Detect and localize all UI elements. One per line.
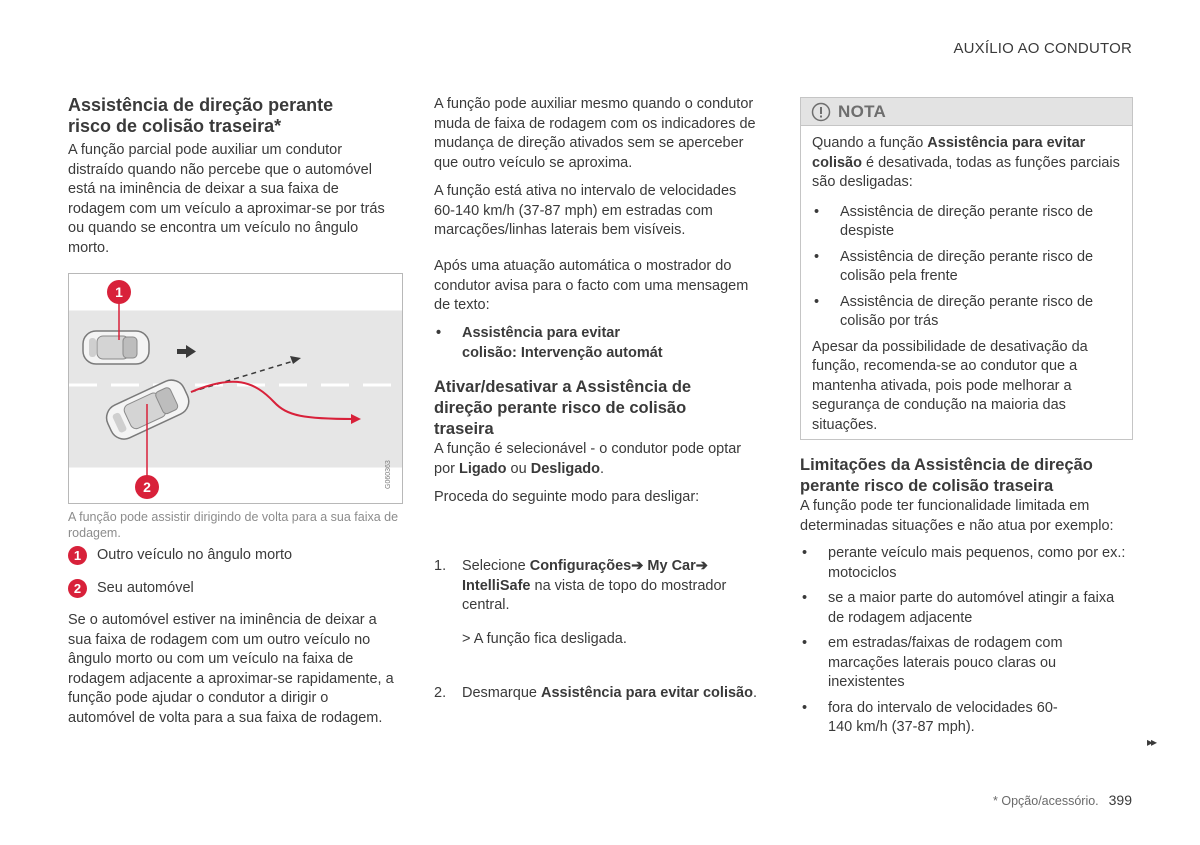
menu-path-intellisafe: IntelliSafe (462, 577, 531, 594)
lane-assist-illustration (68, 273, 403, 504)
note-header (801, 98, 1132, 126)
figure-code: G060363 (385, 460, 392, 489)
limitation-item: • fora do intervalo de velocidades 60-140 km/h (37-87 mph). (800, 699, 1078, 738)
legend-item-2 (68, 579, 402, 598)
heading-activate-deactivate: Ativar/desativar a Assistência de direção perante risco de colisão traseira (434, 378, 692, 438)
paragraph-lane-change: A função pode auxiliar mesmo quando o condutor muda de faixa de rodagem com os indicadores de mudança de direção ativados sem se aperceber que outro veículo se aproxima. (434, 96, 756, 171)
message-text (434, 324, 762, 363)
paragraph-blind-spot: Se o automóvel estiver na iminência de deixar a sua faixa de rodagem com um outro veículo no ângulo morto ou com um veículo na faixa de rodagem adjacente a aproximar-se rapidamente, a função pode ajudar o condutor a dirigir o automóvel de volta para a sua faixa de rodagem. (68, 612, 394, 726)
legend-badge-1: 1 (68, 546, 87, 565)
info-icon (811, 102, 831, 122)
menu-path-configuracoes: Configurações (529, 558, 632, 574)
footnote: * Opção/acessório. (993, 794, 1099, 808)
note-function-name: Assistência para evitar colisão (812, 135, 1086, 171)
paragraph-procedure: Proceda do seguinte modo para desligar: (434, 489, 700, 505)
limitation-item: • em estradas/faixas de rodagem com marcações laterais pouco claras ou inexistentes (800, 634, 1128, 693)
section-title: Assistência de direção perante risco de colisão traseira* (68, 95, 334, 136)
page-number: 399 (1108, 792, 1132, 808)
svg-text:1: 1 (115, 284, 123, 300)
legend-badge-2: 2 (68, 579, 87, 598)
section-header: AUXÍLIO AO CONDUTOR (953, 40, 1132, 57)
note-bullet-2: • Assistência de direção perante risco de colisão pela frente (812, 248, 1120, 287)
legend-item-1 (68, 546, 402, 565)
legend-text-1: Outro veículo no ângulo morto (97, 547, 293, 563)
limitation-item: • se a maior parte do automóvel atingir a faixa de rodagem adjacente (800, 589, 1128, 628)
step-2: 2. Desmarque Assistência para evitar colisão. (434, 684, 757, 701)
svg-text:2: 2 (143, 479, 151, 495)
result-marker: > (462, 631, 471, 647)
note-paragraph-2: Apesar da possibilidade de desativação da função, recomenda-se ao condutor que a mantenha ativada, pois pode melhorar a segurança de condução na maioria das situações. (812, 338, 1088, 433)
note-bullet-1: • Assistência de direção perante risco de despiste (812, 203, 1120, 242)
note-title: NOTA (838, 101, 887, 121)
continued-arrows-icon: ▸▸ (1147, 735, 1156, 749)
note-paragraph-1: Quando a função Assistência para evitar colisão é desativada, todas as funções parciais são desligadas: (812, 135, 1120, 190)
arrow-right-icon: ➔ (695, 558, 708, 574)
paragraph-limitations: A função pode ter funcionalidade limitada em determinadas situações e não atua por exemplo: (800, 498, 1114, 534)
arrow-right-icon: ➔ (631, 558, 644, 574)
legend-text-2: Seu automóvel (97, 580, 194, 596)
message-line-2: colisão: Intervenção automát (462, 344, 663, 361)
paragraph-message: Após uma atuação automática o mostrador do condutor avisa para o facto com uma mensagem de texto: (434, 258, 749, 313)
option-desligado: Desligado (530, 460, 601, 477)
step-1: 1. Selecione Configurações➔ My Car➔ IntelliSafe na vista de topo do mostrador central. (434, 558, 727, 613)
note-box (800, 97, 1133, 440)
intro-paragraph: A função parcial pode auxiliar um condutor distraído quando não percebe que o automóvel está na iminência de deixar a sua faixa de rodagem com um veículo a aproximar-se por trás ou quando se encontra um veículo no ângulo morto. (68, 142, 385, 256)
note-bullet-3: • Assistência de direção perante risco de colisão por trás (812, 293, 1120, 332)
footer (993, 792, 1132, 808)
paragraph-selectable: A função é selecionável - o condutor pode optar por Ligado ou Desligado. (434, 441, 742, 477)
menu-path-mycar: My Car (643, 558, 696, 574)
result-text: A função fica desligada. (473, 631, 627, 647)
limitations-list (800, 544, 1128, 738)
figure-caption: A função pode assistir dirigindo de volta para a sua faixa de rodagem. (68, 510, 399, 540)
road-diagram (69, 274, 402, 503)
paragraph-speed-range: A função está ativa no intervalo de velocidades 60-140 km/h (37-87 mph) em estradas com marcações/linhas laterais bem visíveis. (434, 183, 737, 238)
limitation-item: • perante veículo mais pequenos, como por ex.: motociclos (800, 544, 1128, 583)
step-result (462, 630, 627, 650)
setting-name: Assistência para evitar colisão (540, 684, 753, 701)
other-vehicle-car (83, 331, 149, 364)
heading-limitations: Limitações da Assistência de direção perante risco de colisão traseira (800, 456, 1093, 495)
option-ligado: Ligado (459, 460, 507, 477)
message-line-1: Assistência para evitar (462, 325, 620, 341)
